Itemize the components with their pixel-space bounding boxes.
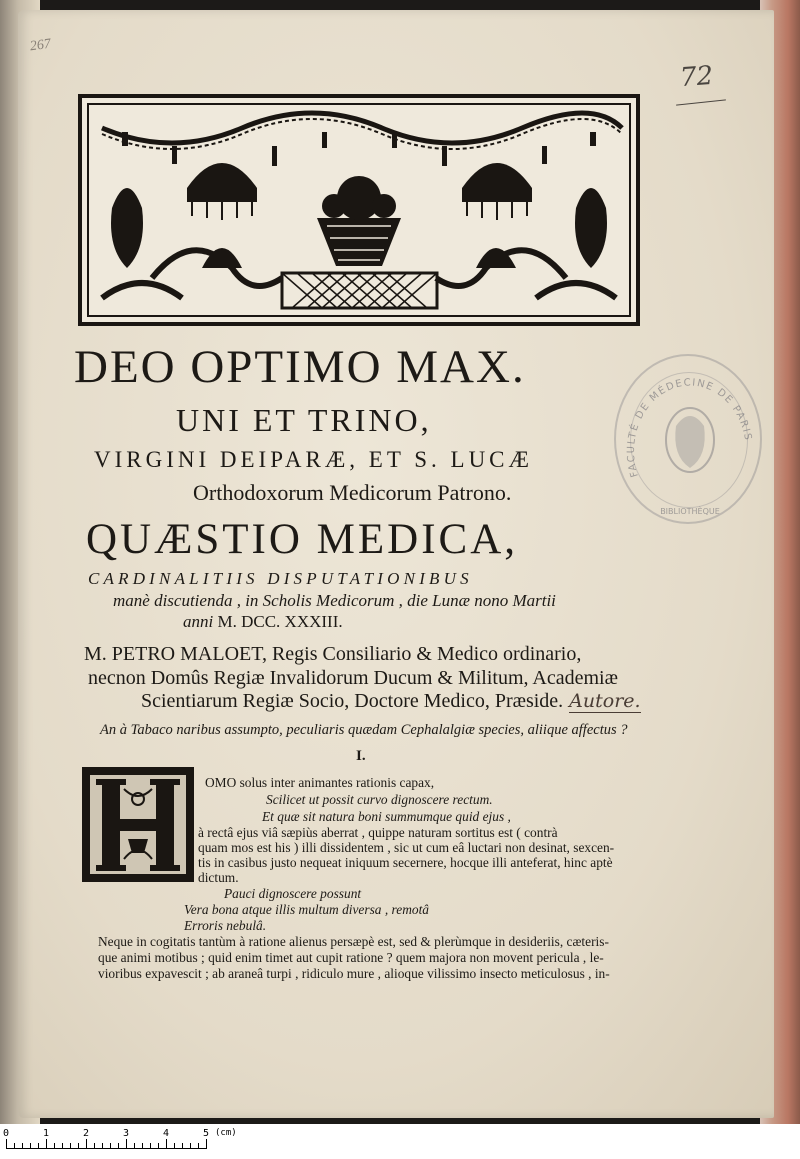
- quaestio-heading: QUÆSTIO MEDICA,: [86, 516, 518, 563]
- decorated-initial-h: [82, 767, 194, 882]
- ruler-tick: [118, 1143, 119, 1149]
- body-line: Vera bona atque illis multum diversa , remotâ: [184, 902, 429, 917]
- ruler-tick: [22, 1143, 23, 1149]
- ruler-baseline: [6, 1148, 206, 1149]
- ruler-tick: [86, 1139, 87, 1149]
- anni-word: anni: [183, 612, 214, 631]
- scale-ruler: [0, 1124, 800, 1159]
- ruler-tick: [94, 1143, 95, 1149]
- ruler-tick: [126, 1139, 127, 1149]
- ruler-tick: [190, 1143, 191, 1149]
- body-line: dictum.: [198, 870, 239, 885]
- body-line: Scilicet ut possit curvo dignoscere rectum.: [266, 792, 493, 807]
- ruler-tick: [158, 1143, 159, 1149]
- page-number: 72: [678, 60, 715, 94]
- dedication-title: DEO OPTIMO MAX.: [74, 341, 526, 393]
- body-line: Erroris nebulâ.: [184, 918, 267, 933]
- ruler-tick: [150, 1143, 151, 1149]
- year-line: [183, 612, 343, 632]
- body-line: quam mos est his ) illi dissidentem , sic ut cum eâ luctari non desinat, sexcen-: [198, 840, 615, 855]
- body-line: Pauci dignoscere possunt: [224, 886, 362, 901]
- ruler-tick: [198, 1143, 199, 1149]
- body-line: à rectâ ejus viâ sæpiùs aberrat , quippe naturam sortitus est ( contrà: [198, 825, 558, 840]
- ruler-label: 4: [163, 1128, 170, 1139]
- ornament-illustration: [82, 98, 636, 322]
- ruler-tick: [6, 1139, 7, 1149]
- praeside-line-2: necnon Domûs Regiæ Invalidorum Ducum & Militum, Academiæ: [88, 667, 618, 689]
- body-line: que animi motibus ; quid enim timet aut cupit ratione ? quem majora non movent pericula , le-: [98, 950, 604, 965]
- body-line: tis in casibus justo nequeat iniquum secernere, hocque illi anteferat, hinc aptè: [198, 855, 613, 870]
- ruler-tick: [182, 1143, 183, 1149]
- ruler-tick: [166, 1139, 167, 1149]
- ruler-unit: (cm): [215, 1128, 237, 1138]
- ruler-tick: [102, 1143, 103, 1149]
- discutienda-line: manè discutienda , in Scholis Medicorum , die Lunæ nono Martii: [113, 591, 556, 610]
- ruler-tick: [54, 1143, 55, 1149]
- ruler-tick: [110, 1143, 111, 1149]
- stamp-bottom-text: BIBLIOTHÈQUE: [660, 507, 720, 516]
- body-line: OMO solus inter animantes rationis capax,: [205, 775, 435, 790]
- praeside-line-3-text: Scientiarum Regiæ Socio, Doctore Medico, Præside.: [141, 690, 564, 712]
- dedication-line-3: VIRGINI DEIPARÆ, ET S. LUCÆ: [94, 447, 533, 472]
- thesis-question: An à Tabaco naribus assumpto, peculiaris quædam Cephalalgiæ species, aliique affectus ?: [100, 722, 628, 738]
- ruler-tick: [14, 1143, 15, 1149]
- ruler-tick: [38, 1143, 39, 1149]
- section-number: I.: [356, 748, 366, 764]
- ruler-tick: [134, 1143, 135, 1149]
- year-numeral: M. DCC. XXXIII.: [217, 612, 343, 631]
- ruler-tick: [46, 1139, 47, 1149]
- ruler-tick: [30, 1143, 31, 1149]
- ruler-label: 3: [123, 1128, 130, 1139]
- ruler-label: 2: [83, 1128, 90, 1139]
- ruler-label: 1: [43, 1128, 50, 1139]
- stamp-arc-text: FACULTÉ DE MÉDECINE DE PARIS: [625, 377, 754, 479]
- ruler-tick: [142, 1143, 143, 1149]
- praeside-line-3: [141, 690, 641, 713]
- ruler-tick: [70, 1143, 71, 1149]
- initial-letter-illustration: [84, 769, 192, 880]
- corner-note: 267: [28, 36, 52, 55]
- ruler-tick: [62, 1143, 63, 1149]
- body-line: Neque in cogitatis tantùm à ratione alienus persæpè est, sed & plerùmque in desideriis, cæteris-: [98, 934, 609, 949]
- body-line: vioribus expavescit ; ab araneâ turpi , ridiculo mure , alioque vilissimo insecto meticulosus , in-: [98, 966, 610, 981]
- handwritten-annotation: Autore.: [569, 690, 641, 712]
- praeside-line-1: M. PETRO MALOET, Regis Consiliario & Medico ordinario,: [84, 643, 582, 665]
- ruler-label: 5: [203, 1128, 210, 1139]
- ruler-tick: [174, 1143, 175, 1149]
- dedication-line-2: UNI ET TRINO,: [176, 402, 432, 438]
- body-line: Et quæ sit natura boni summumque quid ejus ,: [262, 809, 511, 824]
- ruler-label: 0: [3, 1128, 10, 1139]
- dedication-line-4: Orthodoxorum Medicorum Patrono.: [193, 480, 512, 505]
- cardinalitiis-line: CARDINALITIIS DISPUTATIONIBUS: [88, 569, 473, 588]
- ruler-tick: [206, 1139, 207, 1149]
- headpiece-ornament: [78, 94, 640, 326]
- ruler-tick: [78, 1143, 79, 1149]
